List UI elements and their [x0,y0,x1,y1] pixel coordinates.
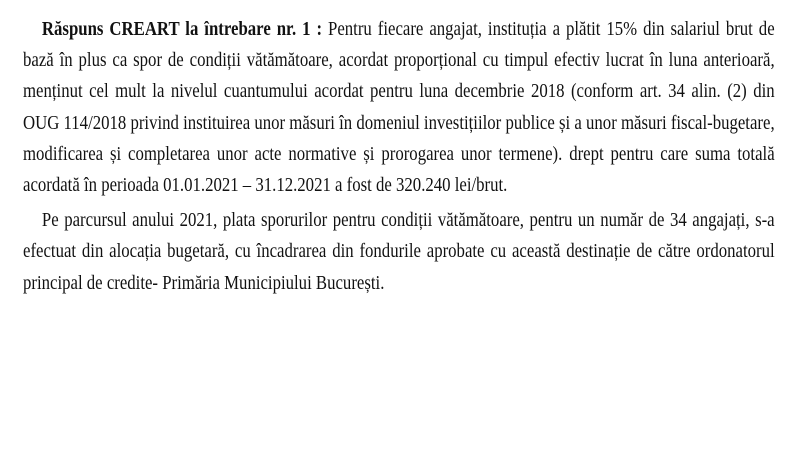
document-page [23,14,775,299]
answer-paragraph [23,14,775,201]
payment-paragraph: Pe parcursul anului 2021, plata sporurilor pentru condiții vătămătoare, pentru un număr de 34 angajați, s-a efectuat din alocația bugetară, cu încadrarea din fondurile aprobate cu această destinație de către ordonatorul principal de credite- Primăria Municipiului București. [23,210,775,294]
answer-body-text: Pentru fiecare angajat, instituția a plătit 15% din salariul brut de bază în plus ca spor de condiții vătămătoare, acordat proporțional cu timpul efectiv lucrat în luna anterioară, menținut cel mult la nivelul cuantumului acordat pentru luna decembrie 2018 (conform art. 34 alin. (2) din OUG 114/2018 privind instituirea unor măsuri în domeniul investițiilor publice și a unor măsuri fiscal-bugetare, modificarea și completarea unor acte normative și prorogarea unor termene). drept pentru care suma totală acordată în perioada 01.01.2021 – 31.12.2021 a fost de 320.240 lei/brut. [23,19,775,197]
answer-heading: Răspuns CREART la întrebare nr. 1 : [41,19,323,40]
